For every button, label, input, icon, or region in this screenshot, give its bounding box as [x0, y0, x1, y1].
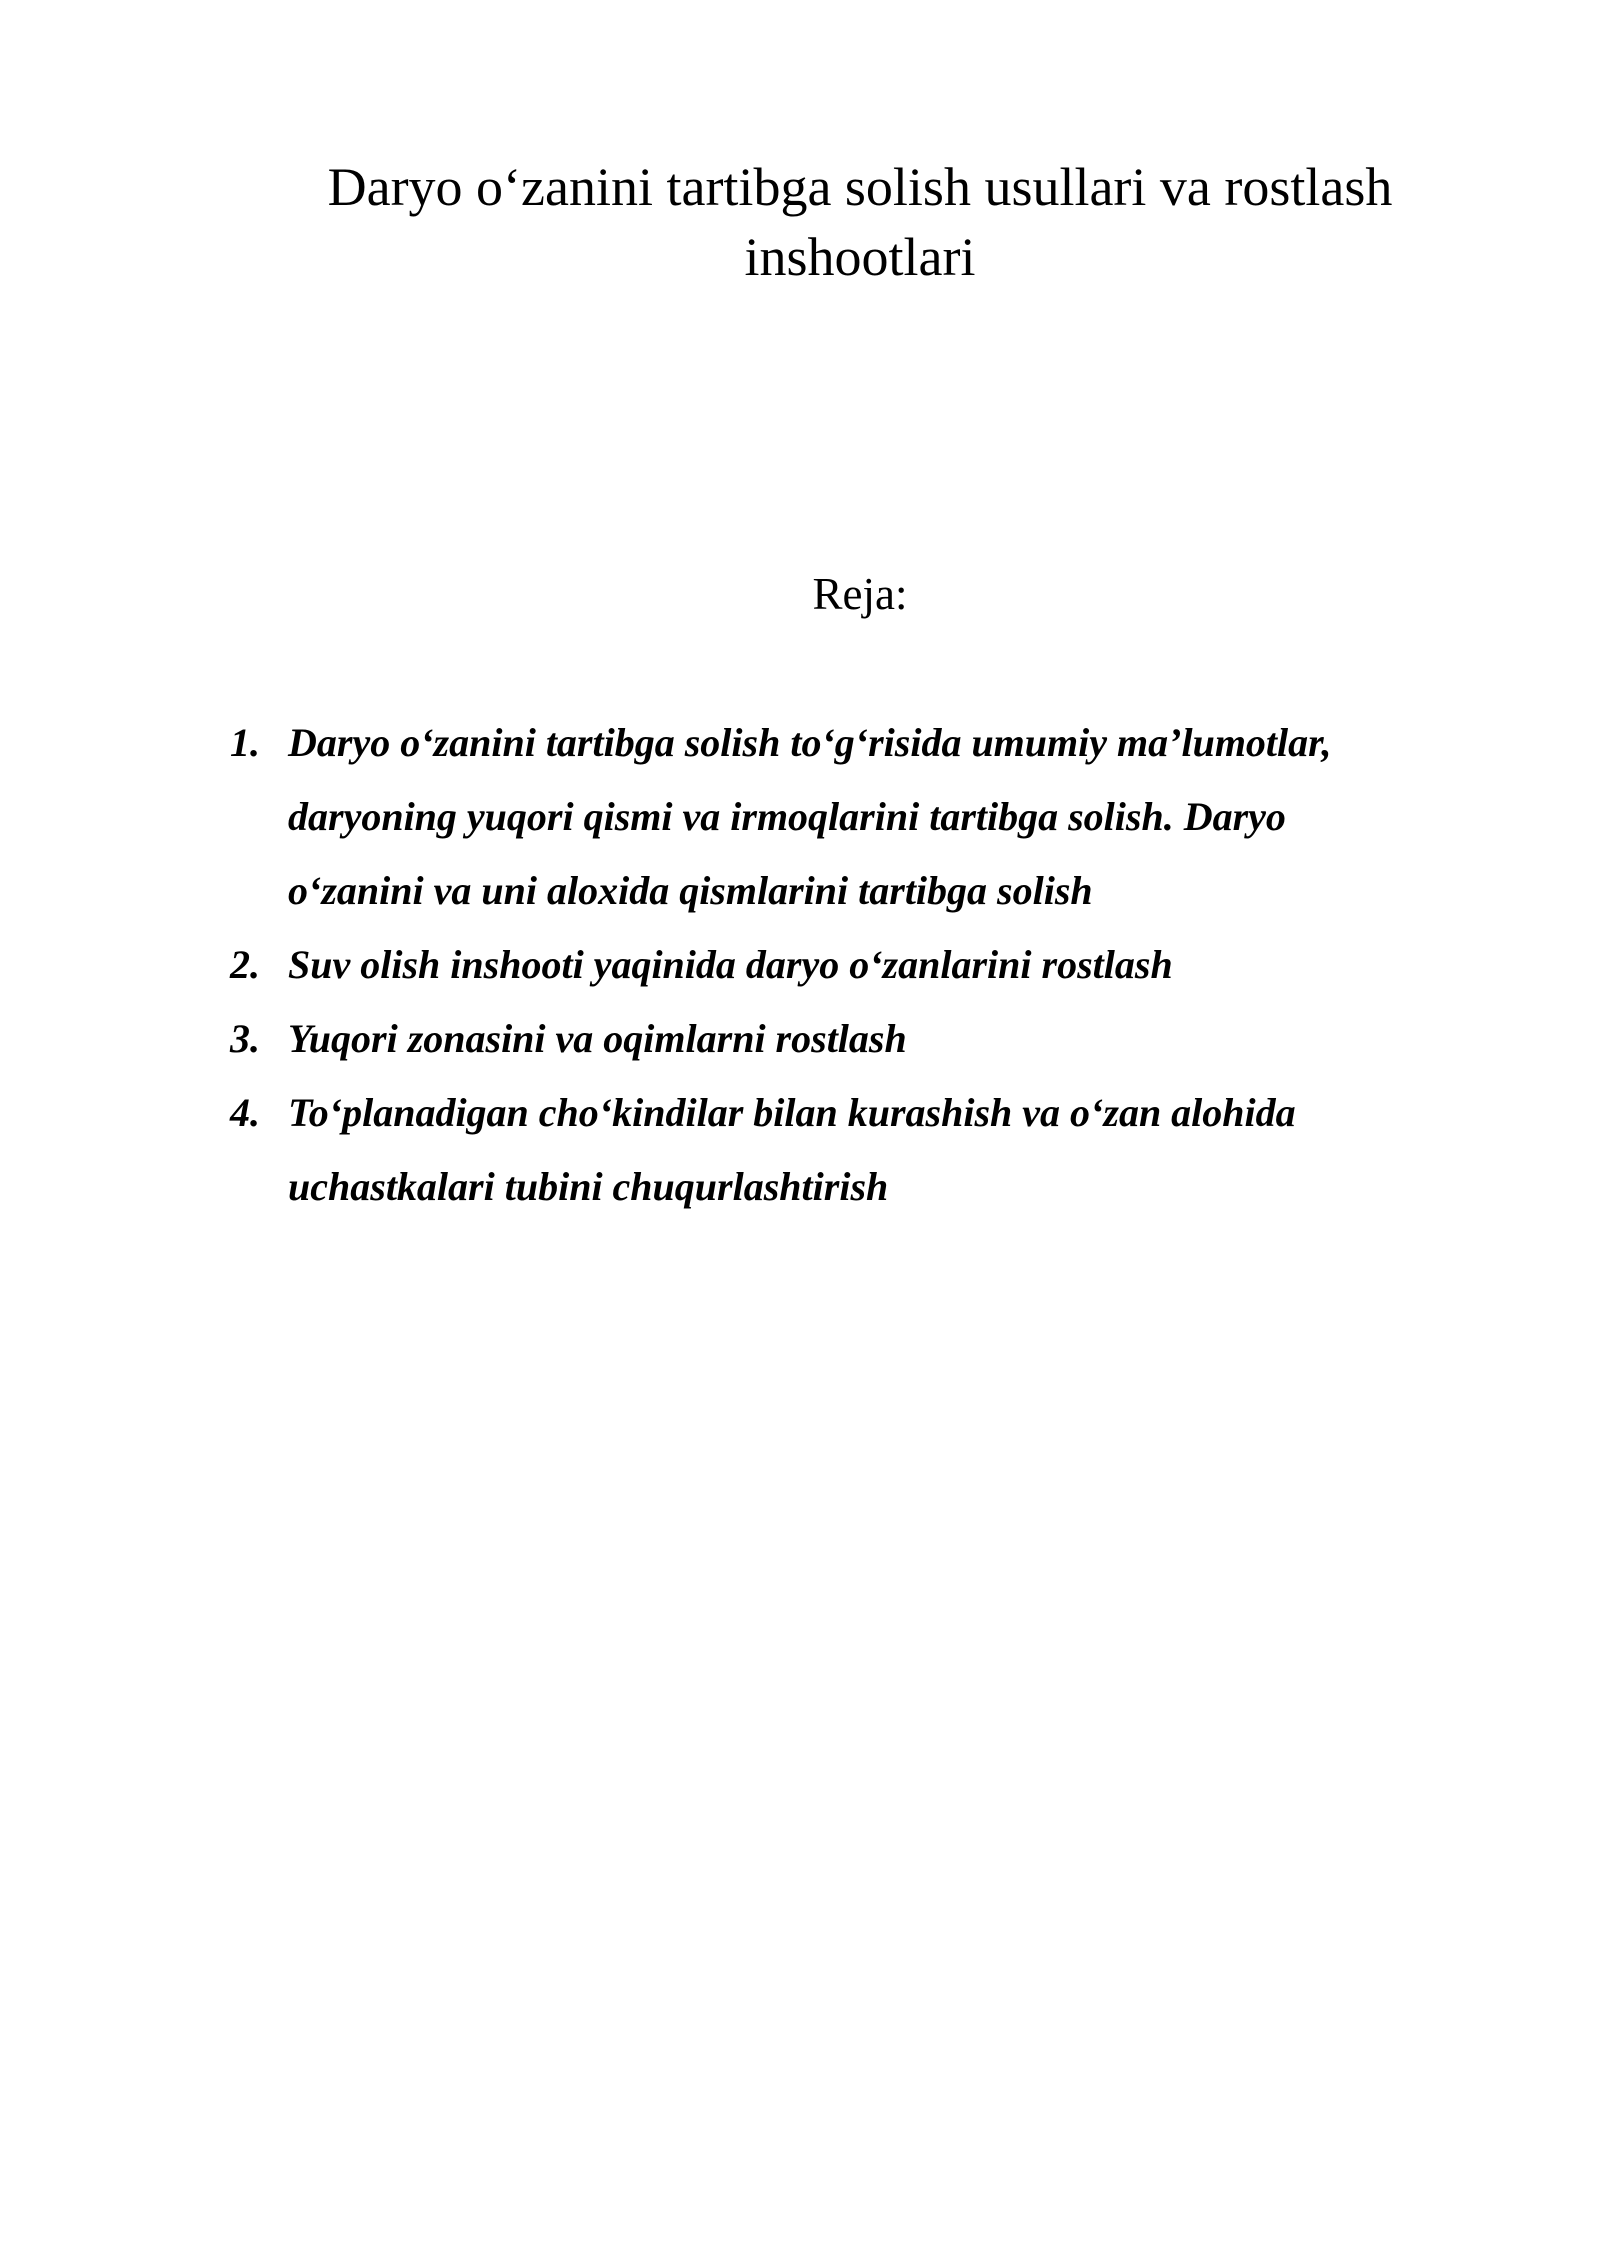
plan-item-2 [230, 928, 1410, 1002]
plan-item-number: 4. [230, 1090, 260, 1135]
plan-item-number: 1. [230, 720, 260, 765]
plan-item-text: Yuqori zonasini va oqimlarni rostlash [288, 1016, 907, 1061]
plan-item-number: 2. [230, 942, 260, 987]
plan-list [230, 706, 1410, 1224]
plan-item-text: To‘planadigan cho‘kindilar bilan kurashish va o‘zan alohida uchastkalari tubini chuqurlashtirish [288, 1090, 1296, 1209]
plan-item-3 [230, 1002, 1410, 1076]
plan-item-1 [230, 706, 1410, 928]
plan-item-4 [230, 1076, 1410, 1224]
plan-item-text: Daryo o‘zanini tartibga solish to‘g‘risida umumiy ma’lumotlar, daryoning yuqori qismi va irmoqlarini tartibga solish. Daryo o‘zanini va uni aloxida qismlarini tartibga solish [288, 720, 1332, 913]
plan-item-number: 3. [230, 1016, 260, 1061]
document-title: Daryo o‘zanini tartibga solish usullari va rostlash inshootlari [327, 157, 1393, 287]
plan-heading: Reja: [812, 569, 908, 619]
plan-item-text: Suv olish inshooti yaqinida daryo o‘zanlarini rostlash [288, 942, 1173, 987]
